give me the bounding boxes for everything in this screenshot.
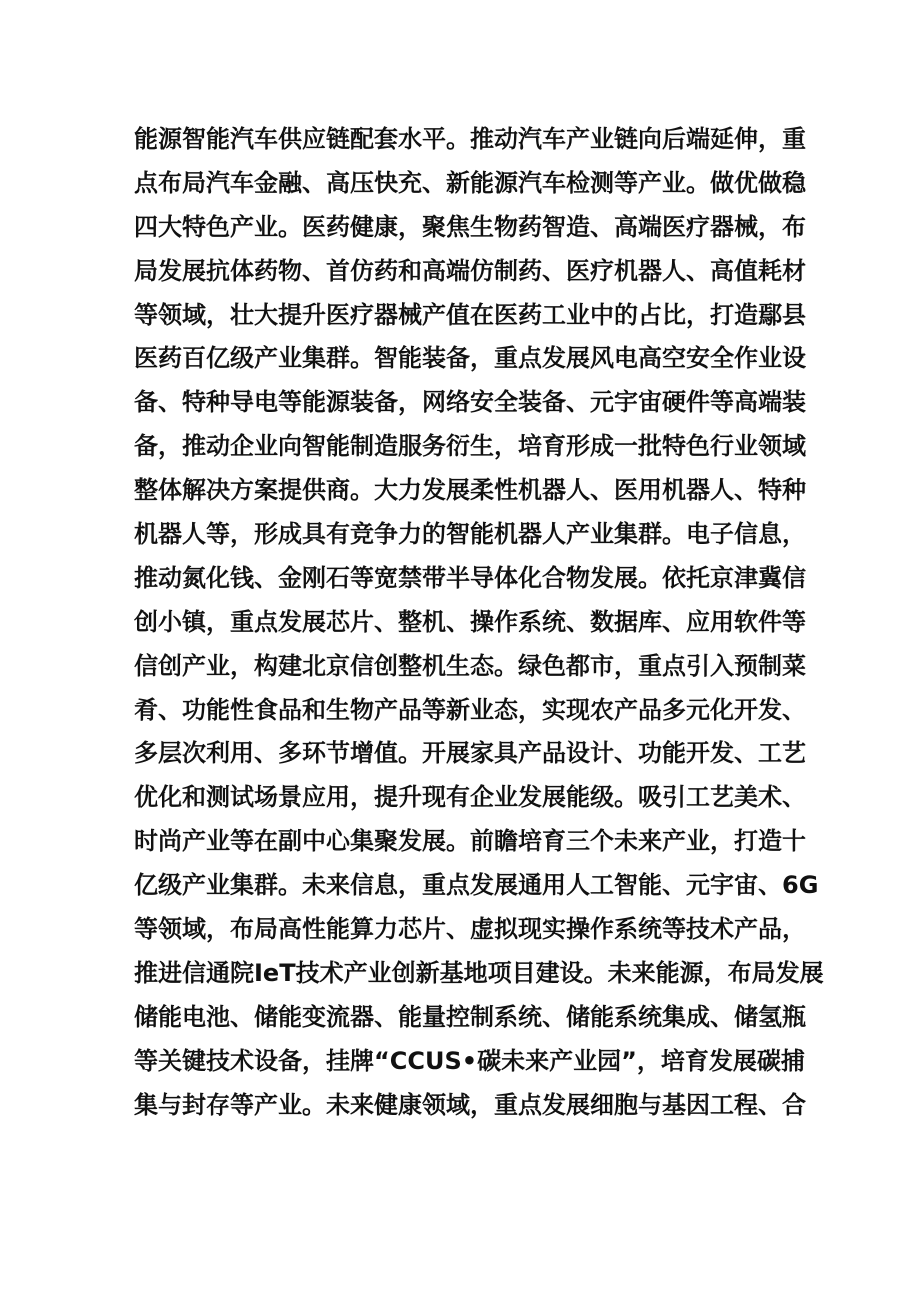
text-line: 医药百亿级产业集群。智能装备，重点发展风电高空安全作业设 — [134, 344, 806, 373]
text-line: 备、特种导电等能源装备，网络安全装备、元宇宙硬件等高端装 — [134, 388, 806, 417]
text-line: 集与封存等产业。未来健康领域，重点发展细胞与基因工程、合 — [134, 1090, 806, 1119]
text-line: 推动氮化钱、金刚石等宽禁带半导体化合物发展。依托京津冀信 — [134, 563, 806, 592]
text-line: 肴、功能性食品和生物产品等新业态，实现农产品多元化开发、 — [134, 695, 806, 724]
body-paragraph — [134, 118, 824, 1127]
text-line: 局发展抗体药物、首仿药和高端仿制药、医疗机器人、高值耗材 — [134, 256, 806, 285]
text-line: 优化和测试场景应用，提升现有企业发展能级。吸引工艺美术、 — [134, 783, 806, 812]
text-line: 创小镇，重点发展芯片、整机、操作系统、数据库、应用软件等 — [134, 607, 806, 636]
text-line: 亿级产业集群。未来信息，重点发展通用人工智能、元宇宙、6G — [134, 871, 819, 900]
text-line: 机器人等，形成具有竞争力的智能机器人产业集群。电子信息， — [134, 520, 806, 549]
text-line: 推进信通院IeT技术产业创新基地项目建设。未来能源，布局发展 — [134, 958, 824, 987]
text-line: 整体解决方案提供商。大力发展柔性机器人、医用机器人、特种 — [134, 476, 806, 505]
text-line: 多层次利用、多环节增值。开展家具产品设计、功能开发、工艺 — [134, 739, 806, 768]
text-line: 储能电池、储能变流器、能量控制系统、储能系统集成、储氢瓶 — [134, 1002, 806, 1031]
text-line: 能源智能汽车供应链配套水平。推动汽车产业链向后端延伸，重 — [134, 125, 806, 153]
text-line: 信创产业，构建北京信创整机生态。绿色都市，重点引入预制菜 — [134, 651, 806, 680]
text-line: 等关键技术设备，挂牌“CCUS•碳未来产业园”，培育发展碳捕 — [134, 1046, 805, 1075]
text-line: 等领域，壮大提升医疗器械产值在医药工业中的占比，打造鄢县 — [134, 300, 806, 329]
text-line: 点布局汽车金融、高压快充、新能源汽车检测等产业。做优做稳 — [134, 168, 806, 197]
text-line: 备，推动企业向智能制造服务衍生，培育形成一批特色行业领域 — [134, 432, 806, 461]
text-line: 四大特色产业。医药健康，聚焦生物药智造、高端医疗器械，布 — [134, 212, 806, 241]
text-line: 时尚产业等在副中心集聚发展。前瞻培育三个未来产业，打造十 — [134, 827, 806, 856]
text-line: 等领域，布局高性能算力芯片、虚拟现实操作系统等技术产品， — [134, 915, 806, 944]
